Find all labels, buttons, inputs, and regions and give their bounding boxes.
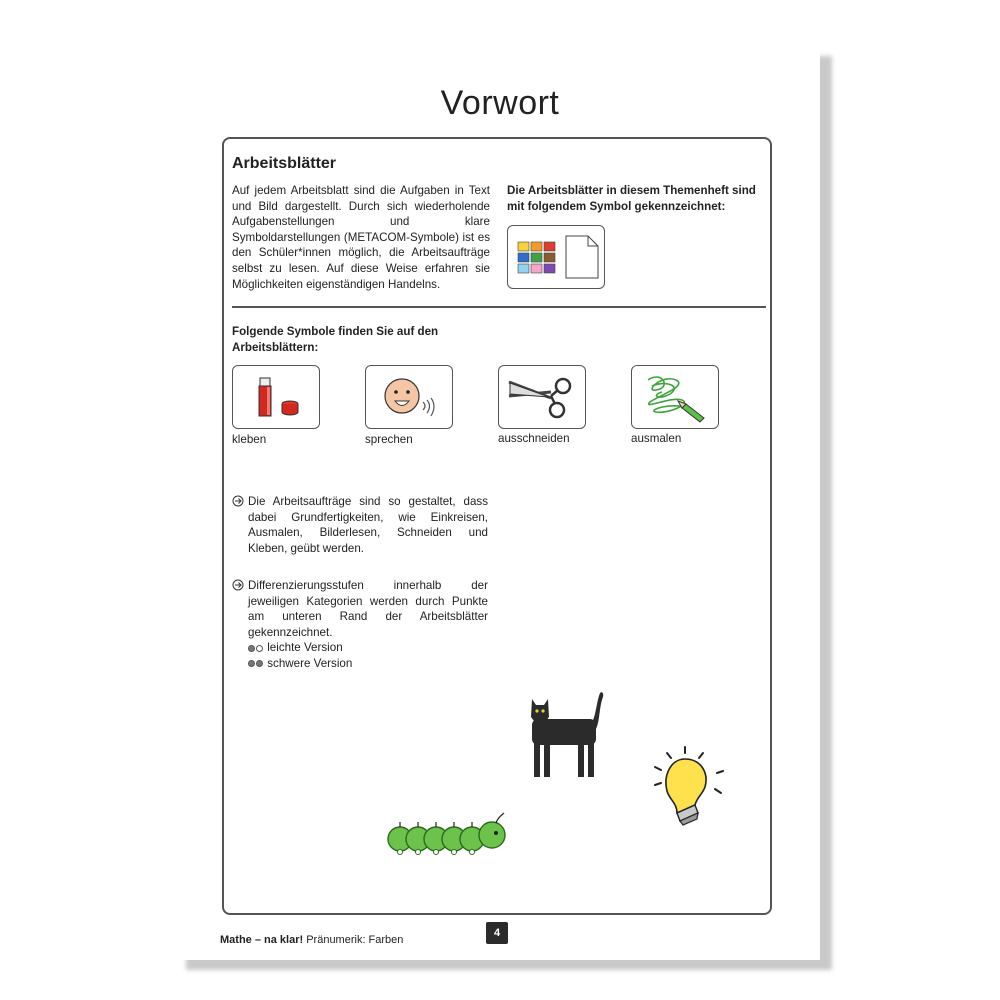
footer	[220, 934, 403, 946]
bullet-levels-text: Differenzierungsstufen innerhalb der jeweiligen Kategorien werden durch Punkte am unteren Rand der Arbeitsblätter gekennzeichnet.	[248, 579, 488, 639]
symbol-label-sprechen: sprechen	[365, 433, 413, 446]
bullet-skills-text: Die Arbeitsaufträge sind so gestaltet, dass dabei Grundfertigkeiten, wie Einkreisen, Ausmalen, Bilderlesen, Schneiden und Kleben, geübt werden.	[248, 495, 488, 555]
symbol-note: Die Arbeitsblätter in diesem Themenheft sind mit folgendem Symbol gekennzeichnet:	[507, 184, 756, 213]
symbol-label-ausschneiden: ausschneiden	[498, 432, 570, 445]
symbol-box-ausschneiden	[498, 365, 586, 429]
symbol-label-ausmalen: ausmalen	[631, 432, 682, 445]
symbol-box-ausmalen	[631, 365, 719, 429]
cat-icon	[526, 689, 606, 781]
level-easy	[248, 640, 488, 656]
caterpillar-icon	[386, 809, 514, 859]
arrow-circle-icon	[232, 579, 244, 591]
symbol-box-sprechen	[365, 365, 453, 429]
bullet-levels	[232, 578, 488, 672]
symbol-label-kleben: kleben	[232, 433, 267, 446]
worksheet-symbol-box	[507, 225, 605, 289]
lightbulb-icon	[649, 743, 735, 835]
level-easy-label: leichte Version	[267, 641, 343, 655]
page-number: 4	[486, 922, 508, 944]
filled-dot-icon	[256, 660, 263, 667]
section-divider	[232, 306, 766, 308]
bullet-skills	[232, 494, 488, 556]
worksheet-symbol-icon	[508, 226, 604, 288]
footer-subtitle: Pränumerik: Farben	[306, 934, 404, 946]
document-page	[180, 48, 820, 960]
empty-dot-icon	[256, 645, 263, 652]
coloring-pencil-icon	[632, 366, 718, 428]
level-hard	[248, 656, 488, 672]
scissors-icon	[499, 366, 585, 428]
footer-series: Mathe – na klar!	[220, 934, 304, 946]
symbol-box-kleben	[232, 365, 320, 429]
symbols-heading: Folgende Symbole finden Sie auf den Arbeitsblättern:	[232, 325, 439, 354]
level-hard-label: schwere Version	[267, 656, 353, 670]
content-frame	[222, 137, 772, 915]
page-title: Vorwort	[440, 84, 560, 122]
glue-stick-icon	[233, 366, 319, 428]
speaking-face-icon	[366, 366, 452, 428]
intro-paragraph: Auf jedem Arbeitsblatt sind die Aufgaben in Text und Bild dargestellt. Durch sich wiederholende Aufgabenstellungen und klare Symboldarstellungen (METACOM-Symbole) ist es den Schüler*innen möglich, die Arbeitsaufträge selbst zu lesen. Auf diese Weise erfahren sie Möglichkeiten eigenständigen Handelns.	[232, 184, 490, 291]
section-heading: Arbeitsblätter	[232, 155, 337, 172]
arrow-circle-icon	[232, 495, 244, 507]
filled-dot-icon	[248, 660, 255, 667]
filled-dot-icon	[248, 645, 255, 652]
